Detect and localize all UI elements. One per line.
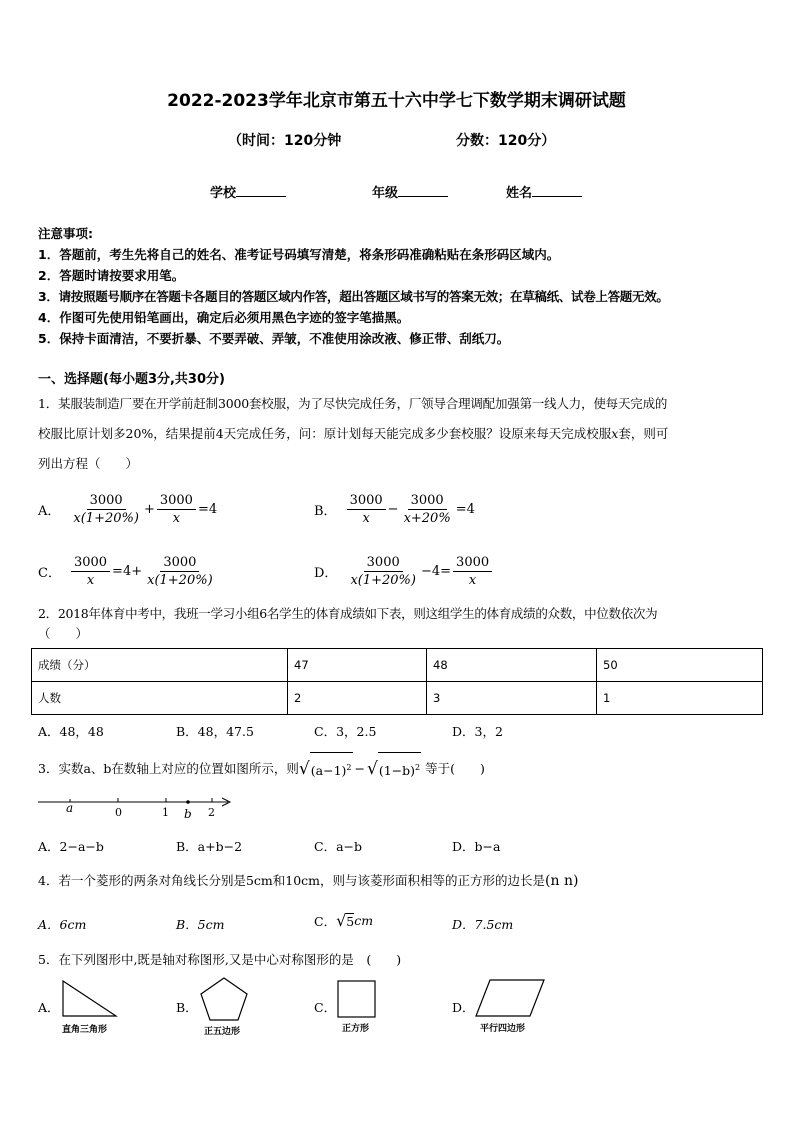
q4-option-a[interactable]: A．6cm (38, 917, 87, 932)
table-cell: 2 (288, 682, 427, 715)
table-cell: 47 (288, 649, 427, 682)
note-item: 4．作图可先使用铅笔画出，确定后必须用黑色字迹的签字笔描黑。 (38, 310, 410, 325)
fraction (70, 492, 142, 527)
radicand-text: (1−b) (378, 763, 416, 779)
caption-square: 正方形 (342, 1024, 370, 1034)
q3-option-b[interactable]: B．a+b−2 (176, 839, 243, 854)
denominator: x(1+20%) (350, 573, 416, 588)
numerator: 3000 (87, 492, 126, 510)
table-row (32, 682, 763, 715)
q2-option-b[interactable]: B．48，47.5 (176, 724, 254, 739)
denominator: x (468, 573, 477, 588)
q1-line2-tail: 套，则可 (618, 426, 669, 441)
question-2 (38, 604, 758, 644)
denominator: x (362, 511, 370, 526)
q4-paren: (n n) (545, 873, 579, 889)
q5-option-c[interactable]: C． (314, 1000, 337, 1015)
exponent: 2 (415, 763, 421, 772)
option-label: D． (314, 566, 338, 581)
q5-option-b[interactable]: B． (176, 1000, 198, 1015)
fraction (401, 492, 454, 527)
fraction (71, 554, 110, 589)
exam-score: 分数：120分） (456, 133, 556, 149)
denominator: x+20% (403, 511, 451, 526)
number-line (36, 792, 236, 822)
q2-line2: （ ） (38, 626, 89, 641)
q1-option-a[interactable] (38, 492, 217, 527)
operator: −4= (420, 564, 452, 579)
option-label: B． (314, 504, 337, 519)
notes-block (38, 223, 669, 349)
note-item: 3．请按照题号顺序在答题卡各题目的答题区域内作答，超出答题区域书写的答案无效；在草稿纸、试卷上答题无效。 (38, 289, 669, 304)
parallelogram-figure (474, 978, 546, 1020)
axis-label-a: a (66, 801, 74, 815)
q3-option-d[interactable]: D．b−a (452, 839, 501, 854)
table-cell: 50 (597, 649, 763, 682)
q1-line1: 1．某服装制造厂要在开学前赶制3000套校服，为了尽快完成任务，厂领导合理调配加强第一线人力，使每天完成的 (38, 396, 668, 411)
q2-option-c[interactable]: C．3，2.5 (314, 724, 377, 739)
exam-time: （时间：120分钟 (228, 133, 342, 149)
q2-line1: 2．2018年体育中考中，我班一学习小组6名学生的体育成绩如下表，则这组学生的体育成绩的众数，中位数依次为 (38, 606, 658, 621)
q1-option-b[interactable] (314, 492, 475, 527)
numerator: 3000 (71, 554, 110, 572)
q3-text: 3．实数a、b在数轴上对应的位置如图所示，则 (38, 761, 299, 777)
school-field (210, 182, 286, 201)
option-label: A． (38, 504, 61, 519)
question-4 (38, 866, 758, 896)
q3-option-c[interactable]: C．a−b (314, 839, 362, 854)
page-title: 2022-2023学年北京市第五十六中学七下数学期末调研试题 (167, 91, 626, 111)
right-triangle-figure (60, 978, 120, 1020)
name-field (506, 182, 582, 201)
note-item: 5．保持卡面清洁，不要折暴、不要弄破、弄皱，不准使用涂改液、修正带、刮纸刀。 (38, 331, 510, 346)
school-label: 学校 (210, 186, 237, 201)
sqrt-1: √ $(a-1)^2$ (299, 752, 353, 786)
unit: cm (354, 913, 374, 928)
radicand (378, 752, 421, 786)
sqrt-2: √ $(1-b)^2$ (367, 752, 421, 786)
q2-option-a[interactable]: A．48，48 (38, 724, 104, 739)
table-cell: 1 (597, 682, 763, 715)
q4-text: 4．若一个菱形的两条对角线长分别是5cm和10cm，则与该菱形面积相等的正方形的边长是 (38, 873, 546, 888)
fraction (453, 554, 492, 589)
grade-field (372, 182, 448, 201)
rhs: =4 (455, 502, 475, 517)
caption-right-triangle: 直角三角形 (62, 1025, 108, 1035)
question-1 (38, 389, 758, 479)
rhs: =4 (197, 502, 218, 517)
q5-option-d[interactable]: D． (452, 1000, 475, 1015)
denominator: x(1+20%) (73, 511, 139, 526)
q1-option-d[interactable] (314, 554, 494, 589)
q1-line3: 列出方程（ ） (38, 456, 139, 471)
radicand-text: (a−1) (310, 763, 347, 779)
q1-variable: x (611, 426, 619, 441)
denominator: x (172, 511, 181, 526)
numerator: 3000 (160, 554, 199, 572)
caption-parallelogram: 平行四边形 (480, 1024, 526, 1034)
axis-label-b: b (184, 807, 192, 821)
option-label: C． (314, 913, 337, 929)
numerator: 3000 (408, 492, 447, 510)
numerator: 3000 (347, 492, 386, 510)
name-label: 姓名 (506, 186, 533, 201)
q3-option-a[interactable]: A．2−a−b (38, 839, 104, 854)
q1-line2-text: 校服比原计划多20%，结果提前4天完成任务，问：原计划每天能完成多少套校服？设原来每天完成校服 (38, 426, 612, 441)
square-figure (336, 979, 378, 1019)
point-b (186, 800, 190, 804)
fraction (157, 492, 196, 527)
numerator: 3000 (364, 554, 403, 572)
numerator: 3000 (157, 492, 196, 510)
denominator: x (86, 573, 95, 588)
numerator: 3000 (453, 554, 492, 572)
score-table (31, 648, 763, 715)
q5-option-a[interactable]: A． (38, 1000, 60, 1015)
section-heading: 一、选择题(每小题3分,共30分) (38, 372, 225, 387)
caption-pentagon: 正五边形 (204, 1027, 241, 1037)
q2-option-d[interactable]: D．3，2 (452, 724, 503, 739)
axis-label-1: 1 (162, 806, 169, 819)
fraction (144, 554, 216, 589)
grade-label: 年级 (372, 186, 399, 201)
operator: − (387, 502, 399, 517)
note-item: 2．答题时请按要求用笔。 (38, 268, 185, 283)
fraction (347, 554, 419, 589)
notes-heading: 注意事项: (38, 226, 93, 241)
exponent: 2 (346, 763, 352, 772)
q4-option-b[interactable]: B．5cm (176, 917, 225, 932)
operator: =4+ (112, 564, 143, 579)
question-3 (38, 752, 758, 786)
denominator: x(1+20%) (147, 573, 213, 588)
pentagon-figure (198, 976, 250, 1022)
table-cell: 成绩（分） (32, 649, 288, 682)
option-label: C． (38, 566, 61, 581)
axis-label-2: 2 (208, 806, 215, 819)
question-5: 5．在下列图形中,既是轴对称图形,又是中心对称图形的是 ( ) (38, 952, 402, 967)
radicand: 5 (346, 913, 355, 929)
operator: + (143, 502, 155, 517)
q3-tail: 等于( ) (425, 761, 485, 777)
table-cell: 人数 (32, 682, 288, 715)
q1-line2 (38, 419, 758, 449)
axis-label-0: 0 (115, 806, 122, 819)
q4-option-c[interactable]: C． √ 5 cm (314, 911, 374, 930)
table-cell: 48 (427, 649, 597, 682)
radicand (310, 752, 353, 786)
q4-option-d[interactable]: D．7.5cm (452, 917, 514, 932)
table-row (32, 649, 763, 682)
q1-option-c[interactable] (38, 554, 218, 589)
operator: − (354, 761, 365, 777)
fraction (347, 492, 386, 527)
table-cell: 3 (427, 682, 597, 715)
note-item: 1．答题前，考生先将自己的姓名、准考证号码填写清楚，将条形码准确粘贴在条形码区域内。 (38, 247, 560, 262)
